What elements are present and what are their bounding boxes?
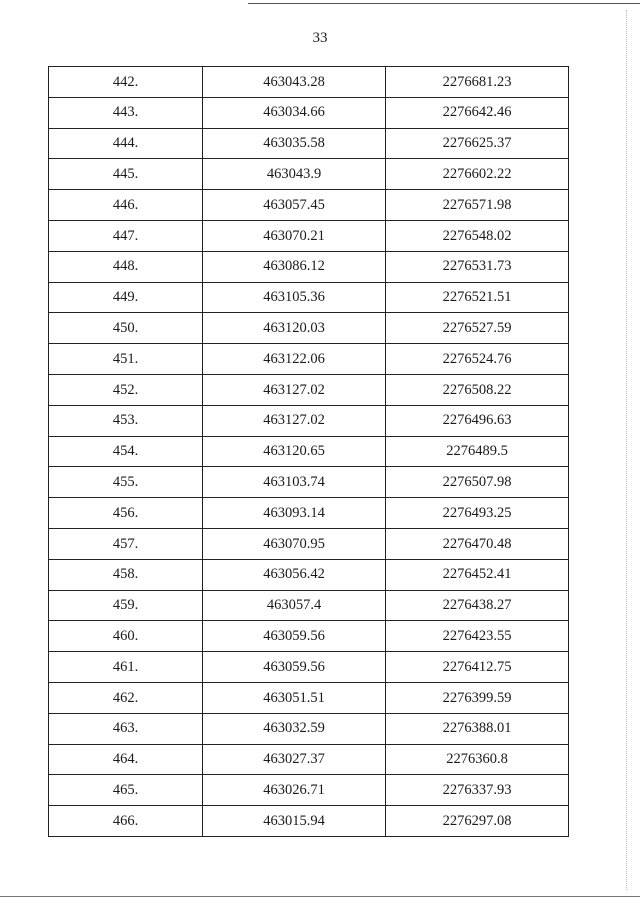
point-number-cell: 443. xyxy=(49,97,203,128)
y-coordinate-cell: 2276438.27 xyxy=(386,590,569,621)
x-coordinate-cell: 463027.37 xyxy=(203,744,386,775)
point-number-cell: 442. xyxy=(49,67,203,98)
y-coordinate-cell: 2276493.25 xyxy=(386,498,569,529)
x-coordinate-cell: 463122.06 xyxy=(203,344,386,375)
y-coordinate-cell: 2276388.01 xyxy=(386,713,569,744)
x-coordinate-cell: 463127.02 xyxy=(203,374,386,405)
x-coordinate-cell: 463086.12 xyxy=(203,251,386,282)
table-row xyxy=(49,621,569,652)
point-number-cell: 444. xyxy=(49,128,203,159)
table-row xyxy=(49,682,569,713)
top-rule xyxy=(248,3,640,4)
table-row xyxy=(49,97,569,128)
point-number-cell: 455. xyxy=(49,467,203,498)
y-coordinate-cell: 2276470.48 xyxy=(386,528,569,559)
table-row xyxy=(49,128,569,159)
table-row xyxy=(49,775,569,806)
y-coordinate-cell: 2276524.76 xyxy=(386,344,569,375)
table-row xyxy=(49,374,569,405)
y-coordinate-cell: 2276602.22 xyxy=(386,159,569,190)
table-row xyxy=(49,190,569,221)
y-coordinate-cell: 2276452.41 xyxy=(386,559,569,590)
y-coordinate-cell: 2276508.22 xyxy=(386,374,569,405)
point-number-cell: 462. xyxy=(49,682,203,713)
point-number-cell: 453. xyxy=(49,405,203,436)
point-number-cell: 448. xyxy=(49,251,203,282)
y-coordinate-cell: 2276521.51 xyxy=(386,282,569,313)
table-row xyxy=(49,590,569,621)
x-coordinate-cell: 463120.03 xyxy=(203,313,386,344)
table-row xyxy=(49,344,569,375)
table-row xyxy=(49,67,569,98)
point-number-cell: 460. xyxy=(49,621,203,652)
table-row xyxy=(49,251,569,282)
x-coordinate-cell: 463032.59 xyxy=(203,713,386,744)
x-coordinate-cell: 463051.51 xyxy=(203,682,386,713)
point-number-cell: 466. xyxy=(49,806,203,837)
x-coordinate-cell: 463034.66 xyxy=(203,97,386,128)
table-row xyxy=(49,744,569,775)
y-coordinate-cell: 2276423.55 xyxy=(386,621,569,652)
point-number-cell: 458. xyxy=(49,559,203,590)
y-coordinate-cell: 2276297.08 xyxy=(386,806,569,837)
point-number-cell: 451. xyxy=(49,344,203,375)
y-coordinate-cell: 2276507.98 xyxy=(386,467,569,498)
coordinates-table-body xyxy=(49,67,569,837)
table-row xyxy=(49,806,569,837)
y-coordinate-cell: 2276360.8 xyxy=(386,744,569,775)
x-coordinate-cell: 463056.42 xyxy=(203,559,386,590)
table-row xyxy=(49,436,569,467)
point-number-cell: 447. xyxy=(49,220,203,251)
x-coordinate-cell: 463035.58 xyxy=(203,128,386,159)
point-number-cell: 449. xyxy=(49,282,203,313)
table-row xyxy=(49,467,569,498)
point-number-cell: 445. xyxy=(49,159,203,190)
point-number-cell: 450. xyxy=(49,313,203,344)
point-number-cell: 464. xyxy=(49,744,203,775)
x-coordinate-cell: 463026.71 xyxy=(203,775,386,806)
table-row xyxy=(49,652,569,683)
table-row xyxy=(49,313,569,344)
point-number-cell: 454. xyxy=(49,436,203,467)
point-number-cell: 465. xyxy=(49,775,203,806)
x-coordinate-cell: 463057.4 xyxy=(203,590,386,621)
x-coordinate-cell: 463120.65 xyxy=(203,436,386,467)
point-number-cell: 459. xyxy=(49,590,203,621)
coordinates-table xyxy=(48,66,569,837)
x-coordinate-cell: 463043.9 xyxy=(203,159,386,190)
table-row xyxy=(49,528,569,559)
y-coordinate-cell: 2276681.23 xyxy=(386,67,569,98)
bottom-rule xyxy=(0,896,640,897)
y-coordinate-cell: 2276399.59 xyxy=(386,682,569,713)
y-coordinate-cell: 2276496.63 xyxy=(386,405,569,436)
x-coordinate-cell: 463105.36 xyxy=(203,282,386,313)
point-number-cell: 463. xyxy=(49,713,203,744)
point-number-cell: 457. xyxy=(49,528,203,559)
page-number: 33 xyxy=(312,30,328,46)
x-coordinate-cell: 463059.56 xyxy=(203,621,386,652)
x-coordinate-cell: 463015.94 xyxy=(203,806,386,837)
table-row xyxy=(49,713,569,744)
y-coordinate-cell: 2276531.73 xyxy=(386,251,569,282)
x-coordinate-cell: 463043.28 xyxy=(203,67,386,98)
x-coordinate-cell: 463059.56 xyxy=(203,652,386,683)
y-coordinate-cell: 2276571.98 xyxy=(386,190,569,221)
y-coordinate-cell: 2276548.02 xyxy=(386,220,569,251)
x-coordinate-cell: 463093.14 xyxy=(203,498,386,529)
y-coordinate-cell: 2276642.46 xyxy=(386,97,569,128)
x-coordinate-cell: 463127.02 xyxy=(203,405,386,436)
table-row xyxy=(49,498,569,529)
x-coordinate-cell: 463070.95 xyxy=(203,528,386,559)
y-coordinate-cell: 2276489.5 xyxy=(386,436,569,467)
point-number-cell: 446. xyxy=(49,190,203,221)
x-coordinate-cell: 463070.21 xyxy=(203,220,386,251)
table-row xyxy=(49,405,569,436)
scan-edge-mark xyxy=(626,10,627,890)
x-coordinate-cell: 463057.45 xyxy=(203,190,386,221)
table-row xyxy=(49,220,569,251)
point-number-cell: 452. xyxy=(49,374,203,405)
y-coordinate-cell: 2276412.75 xyxy=(386,652,569,683)
table-row xyxy=(49,559,569,590)
table-row xyxy=(49,282,569,313)
y-coordinate-cell: 2276337.93 xyxy=(386,775,569,806)
point-number-cell: 456. xyxy=(49,498,203,529)
table-row xyxy=(49,159,569,190)
y-coordinate-cell: 2276625.37 xyxy=(386,128,569,159)
x-coordinate-cell: 463103.74 xyxy=(203,467,386,498)
point-number-cell: 461. xyxy=(49,652,203,683)
y-coordinate-cell: 2276527.59 xyxy=(386,313,569,344)
